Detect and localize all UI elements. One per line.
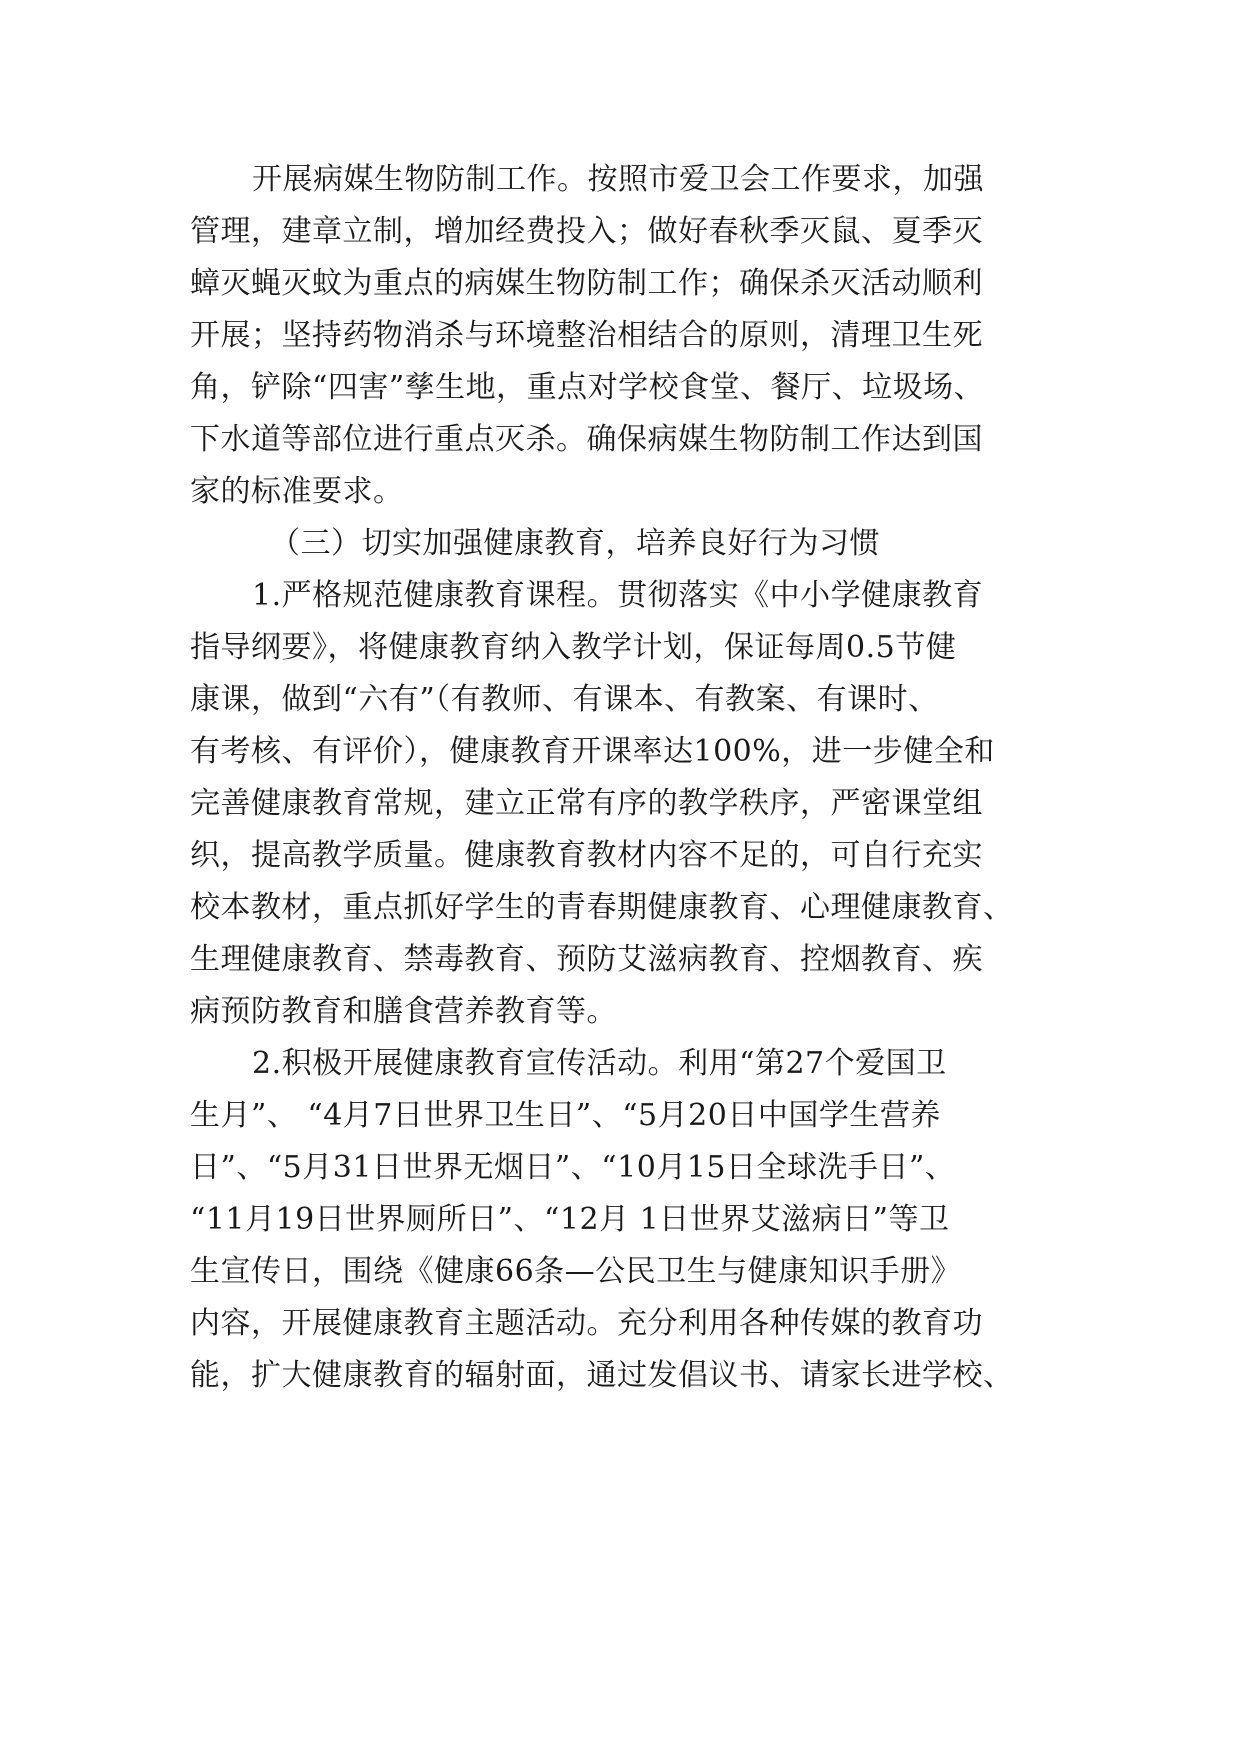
text-line: 角，铲除“四害”孳生地，重点对学校食堂、餐厅、垃圾场、 bbox=[190, 370, 985, 405]
text-line: 有考核、有评价），健康教育开课率达100%，进一步健全和 bbox=[190, 734, 995, 769]
text-line: 家的标准要求。 bbox=[190, 474, 404, 509]
text-line: 开展；坚持药物消杀与环境整治相结合的原则，清理卫生死 bbox=[190, 318, 983, 353]
text-line: 指导纲要》，将健康教育纳入教学计划，保证每周0.5节健 bbox=[190, 630, 957, 665]
text-line: 2.积极开展健康教育宣传活动。利用“第27个爱国卫 bbox=[252, 1046, 947, 1081]
text-line: 开展病媒生物防制工作。按照市爱卫会工作要求，加强 bbox=[252, 162, 984, 197]
text-line: 康课，做到“六有”（有教师、有课本、有教案、有课时、 bbox=[190, 682, 939, 717]
text-line: 下水道等部位进行重点灭杀。确保病媒生物防制工作达到国 bbox=[190, 422, 983, 457]
text-line: 校本教材，重点抓好学生的青春期健康教育、心理健康教育、 bbox=[190, 890, 1014, 925]
text-line: 内容，开展健康教育主题活动。充分利用各种传媒的教育功 bbox=[190, 1306, 983, 1341]
text-line: 生宣传日，围绕《健康66条—公民卫生与健康知识手册》 bbox=[190, 1254, 962, 1289]
text-line: 生理健康教育、禁毒教育、预防艾滋病教育、控烟教育、疾 bbox=[190, 942, 983, 977]
text-line: 病预防教育和膳食营养教育等。 bbox=[190, 994, 617, 1029]
text-line: 生月”、 “4月7日世界卫生日”、“5月20日中国学生营养 bbox=[190, 1098, 941, 1133]
text-line: 管理，建章立制，增加经费投入；做好春秋季灭鼠、夏季灭 bbox=[190, 214, 983, 249]
text-line: 日”、“5月31日世界无烟日”、“10月15日全球洗手日”、 bbox=[190, 1150, 956, 1185]
text-line: “11月19日世界厕所日”、“12月 1日世界艾滋病日”等卫 bbox=[190, 1202, 950, 1237]
text-line: 完善健康教育常规，建立正常有序的教学秩序，严密课堂组 bbox=[190, 786, 983, 821]
text-line: 织，提高教学质量。健康教育教材内容不足的，可自行充实 bbox=[190, 838, 983, 873]
section-heading: （三）切实加强健康教育，培养良好行为习惯 bbox=[270, 526, 880, 561]
text-line: 1.严格规范健康教育课程。贯彻落实《中小学健康教育 bbox=[252, 578, 984, 613]
text-line: 蟑灭蝇灭蚊为重点的病媒生物防制工作；确保杀灭活动顺利 bbox=[190, 266, 983, 301]
text-line: 能，扩大健康教育的辐射面，通过发倡议书、请家长进学校、 bbox=[190, 1358, 1014, 1393]
